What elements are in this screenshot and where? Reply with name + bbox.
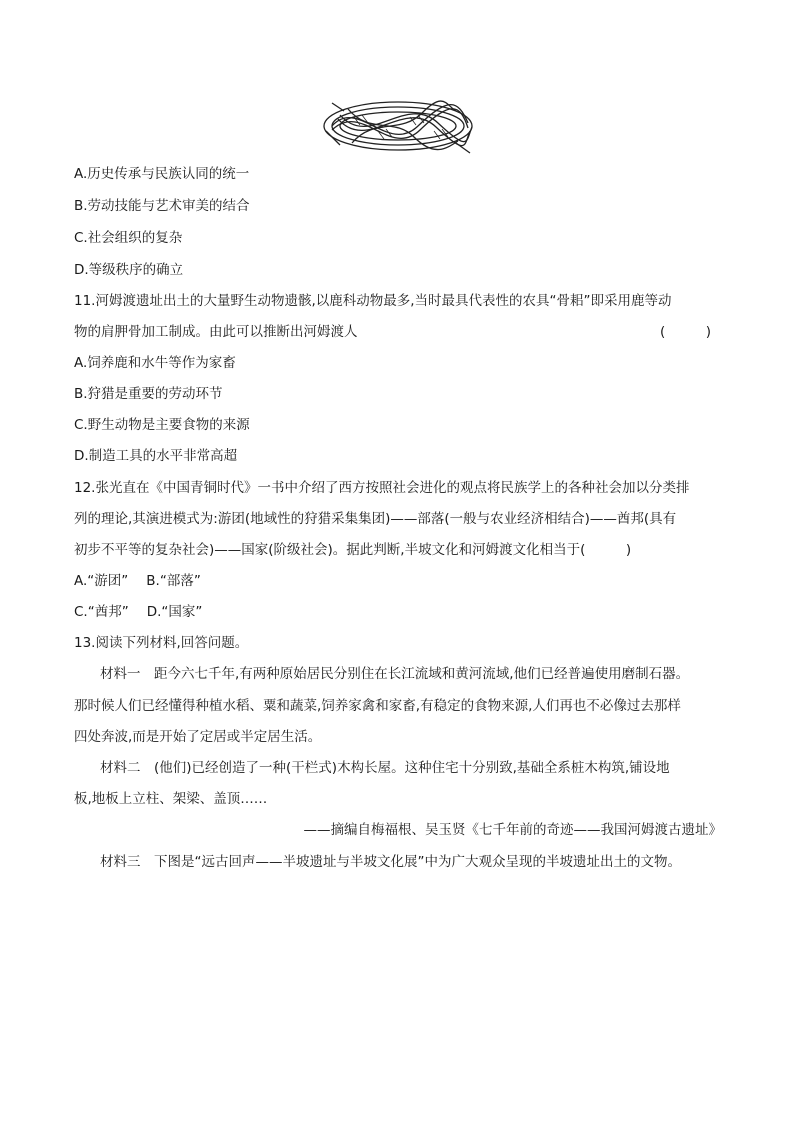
q13-material1-line3: 四处奔波,而是开始了定居或半定居生活。: [74, 729, 322, 745]
q13-material2-source: ——摘编自梅福根、吴玉贤《七千年前的奇迹——我国河姆渡古遗址》: [303, 822, 722, 838]
q11-answer-paren: ( ): [660, 324, 712, 340]
q10-option-b: B.劳动技能与艺术审美的结合: [74, 198, 250, 214]
q12-options-ab: [74, 571, 201, 591]
q12-option-b: B.“部落”: [146, 573, 201, 589]
q12-option-d: D.“国家”: [146, 604, 203, 620]
q13-intro: 13.阅读下列材料,回答问题。: [74, 635, 249, 651]
q10-option-c: C.社会组织的复杂: [74, 230, 183, 246]
q13-material2-line1: 材料二 (他们)已经创造了一种(干栏式)木构长屋。这种住宅十分别致,基础全系桩木构筑,铺设地: [100, 760, 670, 776]
q13-material1-line2: 那时候人们已经懂得种植水稻、粟和蔬菜,饲养家禽和家畜,有稳定的食物来源,人们再也不必像过去那样: [74, 698, 681, 714]
q10-option-a: A.历史传承与民族认同的统一: [74, 166, 250, 182]
q11-stem-line2: 物的肩胛骨加工制成。由此可以推断出河姆渡人: [74, 324, 358, 340]
q11-option-c: C.野生动物是主要食物的来源: [74, 417, 250, 433]
q12-stem-line1: 12.张光直在《中国青铜时代》一书中介绍了西方按照社会进化的观点将民族学上的各种社会加以分类排: [74, 480, 690, 496]
q10-option-d: D.等级秩序的确立: [74, 262, 184, 278]
q13-material3-line1: 材料三 下图是“远古回声——半坡遗址与半坡文化展”中为广大观众呈现的半坡遗址出土的文物。: [100, 854, 681, 870]
q12-options-cd: [74, 602, 202, 622]
q13-material1-line1: 材料一 距今六七千年,有两种原始居民分别住在长江流域和黄河流域,他们已经普遍使用磨制石器。: [100, 666, 690, 682]
knot-pattern-figure: [318, 95, 478, 157]
q11-option-a: A.饲养鹿和水牛等作为家畜: [74, 355, 236, 371]
q11-stem-line1: 11.河姆渡遗址出土的大量野生动物遗骸,以鹿科动物最多,当时最具代表性的农具“骨耜”即采用鹿等动: [74, 293, 672, 309]
q13-material2-line2: 板,地板上立柱、架梁、盖顶……: [74, 791, 268, 807]
q11-option-d: D.制造工具的水平非常高超: [74, 448, 238, 464]
q11-option-b: B.狩猎是重要的劳动环节: [74, 386, 223, 402]
q12-stem-line2: 列的理论,其演进模式为:游团(地域性的狩猎采集集团)——部落(一般与农业经济相结合)——酋邦(具有: [74, 511, 677, 527]
q12-option-a: A.“游团”: [74, 573, 129, 589]
q12-stem-line3: 初步不平等的复杂社会)——国家(阶级社会)。据此判断,半坡文化和河姆渡文化相当于( ): [74, 542, 632, 558]
q12-option-c: C.“酋邦”: [74, 604, 129, 620]
